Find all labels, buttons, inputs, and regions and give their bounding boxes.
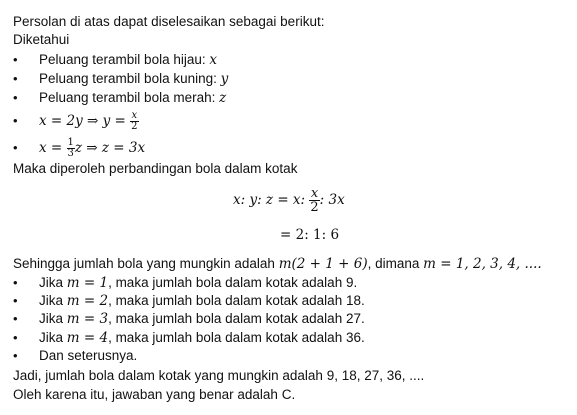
case-pre: Jika bbox=[39, 330, 67, 345]
eq2-num: 1 bbox=[67, 136, 74, 148]
bullet-icon: • bbox=[13, 293, 18, 308]
given-var: y bbox=[220, 71, 229, 87]
possible-intro bbox=[13, 255, 542, 273]
case-1 bbox=[13, 274, 357, 292]
bullet-icon: • bbox=[13, 140, 18, 155]
eq1-fraction bbox=[130, 111, 138, 132]
given-text: Peluang terambil bola hijau: bbox=[39, 52, 210, 67]
eq2-den: 3 bbox=[67, 147, 74, 159]
given-item-green bbox=[13, 51, 217, 69]
answer-line: Oleh karena itu, jawaban yang benar adalah C. bbox=[13, 387, 296, 402]
case-post: , maka jumlah bola dalam kotak adalah 27. bbox=[108, 311, 365, 326]
given-item-red bbox=[13, 89, 226, 107]
eq1-lhs: x = 2y ⇒ y = bbox=[39, 113, 131, 129]
case-post: , maka jumlah bola dalam kotak adalah 18. bbox=[108, 293, 365, 308]
possible-mid: , dimana bbox=[367, 256, 424, 271]
ratio-fraction bbox=[309, 187, 319, 214]
case-expr: m = 3 bbox=[66, 311, 109, 327]
ratio-den: 2 bbox=[310, 200, 319, 215]
bullet-icon: • bbox=[13, 113, 18, 128]
ratio-line-1 bbox=[233, 185, 345, 215]
equation-2 bbox=[13, 135, 145, 161]
case-post: , maka jumlah bola dalam kotak adalah 36. bbox=[108, 330, 365, 345]
etc-text: Dan seterusnya. bbox=[39, 348, 138, 363]
case-3 bbox=[13, 310, 365, 328]
bullet-icon: • bbox=[13, 90, 18, 105]
case-4 bbox=[13, 329, 365, 347]
possible-expr: m(2 + 1 + 6) bbox=[278, 256, 368, 272]
intro-line: Persolan di atas dapat diselesaikan sebagai berikut: bbox=[13, 14, 325, 29]
eq2-fraction bbox=[67, 138, 75, 159]
case-pre: Jika bbox=[39, 275, 67, 290]
case-pre: Jika bbox=[39, 311, 67, 326]
bullet-icon: • bbox=[13, 348, 18, 363]
case-2 bbox=[13, 292, 365, 310]
case-pre: Jika bbox=[39, 293, 67, 308]
possible-text: Sehingga jumlah bola yang mungkin adalah bbox=[13, 256, 279, 271]
bullet-icon: • bbox=[13, 311, 18, 326]
given-label: Diketahui bbox=[13, 32, 70, 47]
ratio-intro: Maka diperoleh perbandingan bola dalam kotak bbox=[13, 161, 298, 176]
ratio-line-2: = 2: 1: 6 bbox=[280, 227, 340, 243]
given-var: x bbox=[209, 52, 217, 68]
possible-range: m = 1, 2, 3, 4, .... bbox=[423, 256, 542, 272]
case-expr: m = 1 bbox=[66, 275, 109, 291]
eq2-rhs: z ⇒ z = 3x bbox=[74, 140, 146, 156]
bullet-icon: • bbox=[13, 330, 18, 345]
given-text: Peluang terambil bola kuning: bbox=[39, 71, 221, 86]
given-item-yellow bbox=[13, 70, 228, 88]
eq1-den: 2 bbox=[131, 120, 138, 132]
case-expr: m = 2 bbox=[66, 293, 109, 309]
bullet-icon: • bbox=[13, 275, 18, 290]
eq2-lhs: x = bbox=[39, 140, 67, 156]
case-post: , maka jumlah bola dalam kotak adalah 9. bbox=[108, 275, 358, 290]
case-etc bbox=[13, 347, 137, 365]
ratio-num: x bbox=[310, 186, 319, 201]
bullet-icon: • bbox=[13, 71, 18, 86]
bullet-icon: • bbox=[13, 52, 18, 67]
given-var: z bbox=[219, 90, 227, 106]
conclusion-line: Jadi, jumlah bola dalam kotak yang mungkin adalah 9, 18, 27, 36, .... bbox=[13, 368, 425, 383]
ratio-rhs: : 3x bbox=[319, 192, 345, 208]
ratio-lhs: x: y: z = x: bbox=[233, 192, 310, 208]
given-text: Peluang terambil bola merah: bbox=[39, 90, 220, 105]
eq1-num: x bbox=[131, 109, 138, 121]
case-expr: m = 4 bbox=[66, 330, 109, 346]
equation-1 bbox=[13, 108, 139, 134]
